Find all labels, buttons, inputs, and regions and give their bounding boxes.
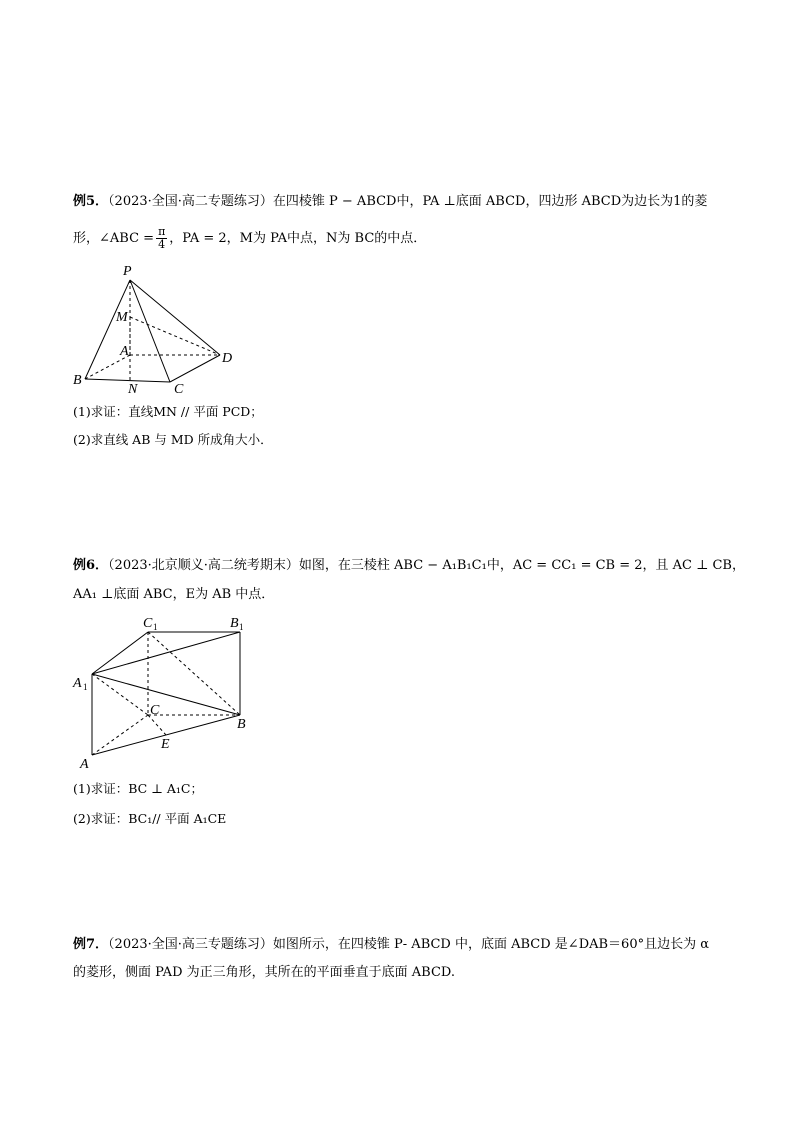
ex5-text2-pre: 形，∠ABC =: [73, 231, 155, 246]
segment-MD: [130, 317, 220, 355]
fraction-denominator: 4: [158, 238, 166, 251]
ex7-number: 例7．: [73, 937, 109, 952]
label-A: A: [80, 757, 89, 772]
pyramid-figure: [70, 262, 240, 396]
fraction-numerator: π: [158, 225, 166, 238]
label-B: B: [237, 717, 246, 732]
ex6-question2: (2)求证：BC₁// 平面 A₁CE: [73, 811, 227, 826]
ex5-question2: (2)求直线 AB 与 MD 所成角大小．: [73, 432, 273, 447]
label-C: C: [150, 703, 160, 718]
label-D: D: [222, 351, 233, 366]
label-A1-sub: 1: [83, 682, 88, 692]
edge-A1B1: [92, 632, 240, 674]
label-B: B: [73, 373, 82, 388]
ex5-question1: (1)求证：直线MN // 平面 PCD；: [73, 404, 263, 419]
label-N: N: [128, 382, 138, 396]
ex5-text2-post: ，PA = 2，M为 PA中点，N为 BC的中点．: [169, 231, 427, 246]
ex7-text1: （2023·全国·高三专题练习）如图所示，在四棱锥 P‑ ABCD 中，底面 ABCD 是∠DAB＝60°且边长为 α: [108, 937, 710, 952]
label-P: P: [123, 264, 132, 279]
edge-CD: [170, 355, 220, 382]
ex5-line1: [73, 193, 754, 211]
edge-A1C1: [92, 632, 148, 674]
ex6-line2: AA₁ ⊥底面 ABC，E为 AB 中点．: [73, 587, 275, 602]
ex5-text1: （2023·全国·高二专题练习）在四棱锥 P − ABCD中，PA ⊥底面 ABCD，四边形 ABCD为边长为1的菱: [108, 194, 708, 209]
ex6-text1: （2023·北京顺义·高二统考期末）如图，在三棱柱 ABC − A₁B₁C₁中，AC = CC₁ = CB = 2，且 AC ⊥ CB，: [108, 558, 745, 573]
label-B1-sub: 1: [239, 622, 244, 632]
ex7-line2: 的菱形，侧面 PAD 为正三角形，其所在的平面垂直于底面 ABCD.: [73, 965, 455, 980]
label-B1: B: [230, 616, 239, 631]
edge-PD: [130, 280, 220, 355]
pi-over-4-fraction: [156, 226, 167, 251]
edge-AC: [92, 715, 148, 755]
ex5-line2: [73, 226, 754, 251]
ex6-question1: (1)求证：BC ⊥ A₁C；: [73, 781, 203, 796]
label-C: C: [174, 382, 184, 396]
label-E: E: [161, 737, 170, 752]
segment-A1C: [92, 674, 148, 715]
label-C1-sub: 1: [153, 622, 158, 632]
segment-A1B: [92, 674, 240, 715]
label-A1: A: [73, 676, 82, 691]
label-A: A: [120, 344, 129, 359]
label-M: M: [116, 310, 128, 325]
label-C1: C: [143, 616, 153, 631]
ex5-number: 例5．: [73, 194, 109, 209]
ex6-line1: [73, 557, 754, 575]
ex6-number: 例6．: [73, 558, 109, 573]
prism-figure: [70, 612, 270, 772]
segment-CE: [148, 715, 166, 735]
edge-PB: [85, 280, 130, 379]
ex7-line1: [73, 936, 754, 954]
